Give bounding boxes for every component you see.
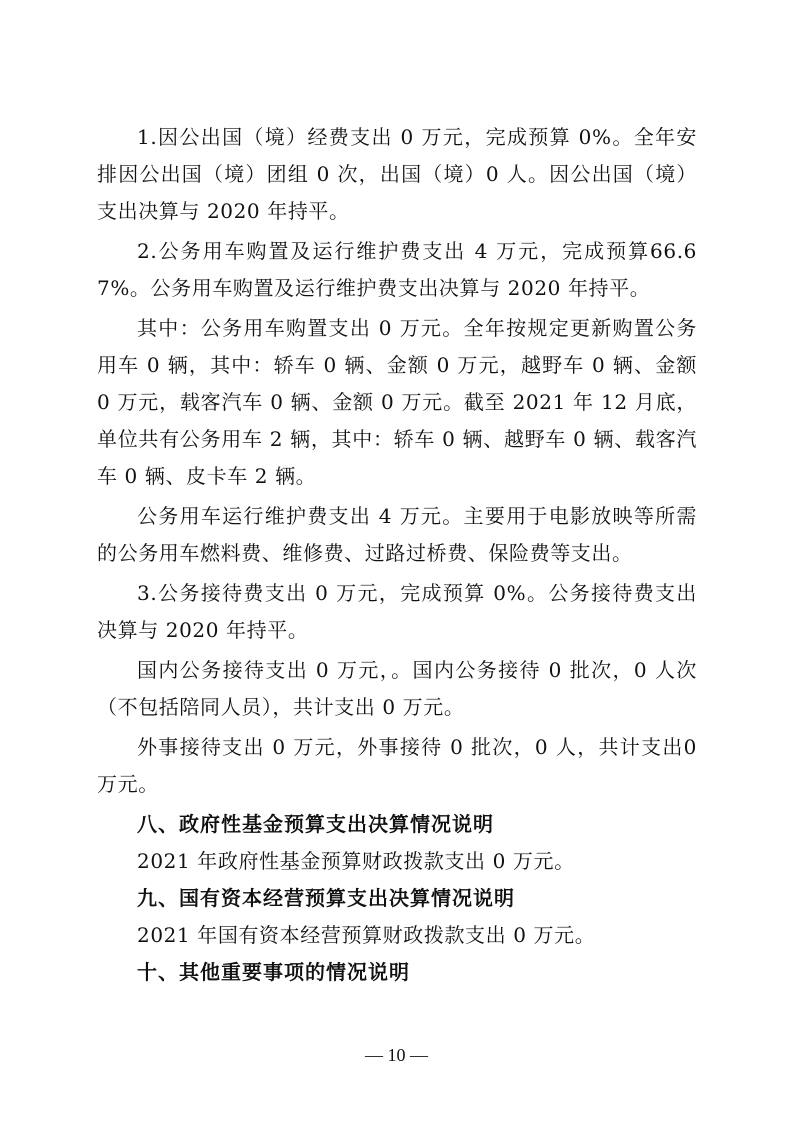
section-heading-government-fund: 八、政府性基金预算支出决算情况说明 bbox=[137, 812, 494, 836]
paragraph-outbound-travel-expense: 1.因公出国（境）经费支出 0 万元，完成预算 0%。全年安排因公出国（境）团组 0 次，出国（境）0 人。因公出国（境） 支出决算与 2020 年持平。 bbox=[97, 125, 697, 223]
paragraph-government-fund: 2021 年政府性基金预算财政拨款支出 0 万元。 bbox=[137, 849, 575, 873]
paragraph-vehicle-purchase: 其中：公务用车购置支出 0 万元。全年按规定更新购置公务用车 0 辆，其中：轿车 0 辆、金额 0 万元，越野车 0 辆、金额 0 万元，载客汽车 0 辆、金额 0 万元。截至 2021 年 12 月底，单位共有公务用车 2 辆，其中：轿车 0 辆、越野车 0 辆、载客汽车 0 辆、皮卡车 2 辆。 bbox=[97, 316, 697, 488]
paragraph-domestic-reception: 国内公务接待支出 0 万元，。国内公务接待 0 批次，0 人次（不包括陪同人员），共计支出 0 万元。 bbox=[97, 658, 697, 719]
page-number: — 10 — bbox=[365, 1045, 428, 1065]
document-body bbox=[97, 119, 697, 991]
paragraph-vehicle-maintenance: 公务用车运行维护费支出 4 万元。主要用于电影放映等所需的公务用车燃料费、维修费、过路过桥费、保险费等支出。 bbox=[97, 504, 697, 565]
paragraph-foreign-reception: 外事接待支出 0 万元，外事接待 0 批次，0 人，共计支出0万元。 bbox=[97, 735, 697, 796]
paragraph-state-capital: 2021 年国有资本经营预算财政拨款支出 0 万元。 bbox=[137, 923, 596, 947]
section-heading-other-matters: 十、其他重要事项的情况说明 bbox=[137, 960, 410, 984]
paragraph-vehicle-expense: 2.公务用车购置及运行维护费支出 4 万元，完成预算66.67%。公务用车购置及运行维护费支出决算与 2020 年持平。 bbox=[97, 239, 697, 300]
paragraph-reception-expense: 3.公务接待费支出 0 万元，完成预算 0%。公务接待费支出决算与 2020 年持平。 bbox=[97, 581, 697, 642]
section-heading-state-capital: 九、国有资本经营预算支出决算情况说明 bbox=[137, 886, 515, 910]
